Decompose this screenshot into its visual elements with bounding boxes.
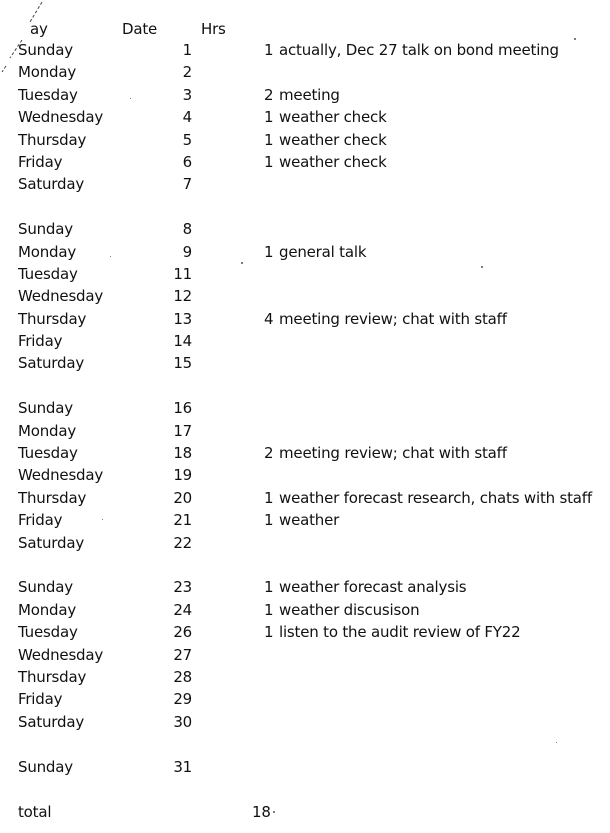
note-cell: weather check [279,130,387,149]
table-row [0,399,610,421]
date-cell: 11 [173,264,192,283]
note-cell: weather discusison [279,600,420,619]
day-cell: Sunday [18,41,73,59]
note-cell: listen to the audit review of FY22 [279,623,521,642]
date-cell: 20 [173,488,192,507]
hours-cell: 1 [264,152,274,171]
date-cell: 4 [182,108,192,127]
total-row [0,803,610,825]
table-row [0,646,610,668]
table-row [0,601,610,623]
day-cell: Saturday [18,354,84,373]
table-row [0,489,610,511]
note-cell: meeting review; chat with staff [279,444,507,463]
date-cell: 27 [173,645,192,664]
scan-speck [574,38,576,40]
note-cell: meeting review; chat with staff [279,309,507,328]
table-row [0,131,610,153]
date-cell: 22 [173,533,192,552]
hours-cell: 1 [264,511,274,530]
table-row [0,220,610,242]
table-row [0,578,610,600]
table-row [0,63,610,85]
day-cell: Tuesday [18,444,78,463]
scan-speck [130,98,131,99]
table-row [0,86,610,108]
table-row [0,265,610,287]
date-cell: 21 [173,511,192,530]
day-cell: Friday [18,511,63,530]
hours-cell: 1 [264,130,274,149]
date-cell: 29 [173,690,192,709]
day-cell: Wednesday [18,645,104,664]
day-cell: Saturday [18,533,84,552]
note-cell: actually, Dec 27 talk on bond meeting [279,41,559,59]
date-cell: 1 [182,41,192,59]
hours-cell: 1 [264,242,274,261]
day-cell: Friday [18,152,63,171]
date-cell: 28 [173,667,192,686]
table-row [0,287,610,309]
table-row [0,41,610,63]
scan-speck [102,519,103,520]
column-header [0,20,610,40]
table-row [0,758,610,780]
date-cell: 15 [173,354,192,373]
day-cell: Saturday [18,712,84,731]
hours-cell: 1 [264,578,274,597]
date-cell: 8 [182,220,192,239]
hours-cell: 1 [264,488,274,507]
scan-speck [481,266,483,268]
day-cell: Wednesday [18,466,104,485]
scan-speck [273,811,275,813]
date-cell: 9 [182,242,192,261]
hours-cell: 2 [264,444,274,463]
table-row [0,422,610,444]
date-cell: 18 [173,444,192,463]
day-column-header: ay [30,20,48,38]
note-cell: weather forecast research, chats with staff [279,488,592,507]
total-label: total [18,803,52,821]
day-cell: Thursday [18,667,87,686]
scan-speck [241,262,243,264]
table-row [0,354,610,376]
scan-speck [556,742,557,743]
hours-cell: 1 [264,623,274,642]
date-cell: 6 [182,152,192,171]
day-cell: Monday [18,63,77,82]
table-row [0,713,610,735]
table-row [0,511,610,533]
day-cell: Monday [18,600,77,619]
date-column-header: Date [122,20,158,38]
hours-cell: 1 [264,600,274,619]
table-row [0,623,610,645]
day-cell: Friday [18,690,63,709]
hours-cell: 1 [264,108,274,127]
date-cell: 26 [173,623,192,642]
date-cell: 17 [173,421,192,440]
table-row [0,444,610,466]
table-row [0,332,610,354]
table-row [0,466,610,488]
day-cell: Thursday [18,130,87,149]
day-cell: Thursday [18,309,87,328]
table-row [0,243,610,265]
table-row [0,108,610,130]
note-cell: weather forecast analysis [279,578,467,597]
note-cell: general talk [279,242,367,261]
day-cell: Sunday [18,399,73,418]
day-cell: Sunday [18,578,73,597]
total-value: 18 [252,803,271,821]
note-cell: weather check [279,152,387,171]
day-cell: Friday [18,332,63,351]
date-cell: 13 [173,309,192,328]
date-cell: 30 [173,712,192,731]
date-cell: 14 [173,332,192,351]
note-cell: weather check [279,108,387,127]
hours-cell: 2 [264,85,274,104]
timesheet-rows [0,41,610,780]
table-row [0,668,610,690]
day-cell: Monday [18,242,77,261]
day-cell: Tuesday [18,264,78,283]
date-cell: 24 [173,600,192,619]
table-row [0,175,610,197]
day-cell: Tuesday [18,85,78,104]
date-cell: 2 [182,63,192,82]
day-cell: Tuesday [18,623,78,642]
date-cell: 7 [182,175,192,194]
hours-cell: 1 [264,41,274,59]
day-cell: Thursday [18,488,87,507]
date-cell: 16 [173,399,192,418]
hours-cell: 4 [264,309,274,328]
date-cell: 3 [182,85,192,104]
date-cell: 19 [173,466,192,485]
day-cell: Saturday [18,175,84,194]
date-cell: 31 [173,757,192,776]
table-row [0,310,610,332]
day-cell: Wednesday [18,108,104,127]
hrs-column-header: Hrs [201,20,226,38]
note-cell: meeting [279,85,340,104]
date-cell: 5 [182,130,192,149]
table-row [0,534,610,556]
day-cell: Sunday [18,220,73,239]
table-row [0,153,610,175]
table-row [0,690,610,712]
day-cell: Wednesday [18,287,104,306]
day-cell: Sunday [18,757,73,776]
date-cell: 23 [173,578,192,597]
note-cell: weather [279,511,340,530]
day-cell: Monday [18,421,77,440]
scan-speck [110,256,111,257]
date-cell: 12 [173,287,192,306]
